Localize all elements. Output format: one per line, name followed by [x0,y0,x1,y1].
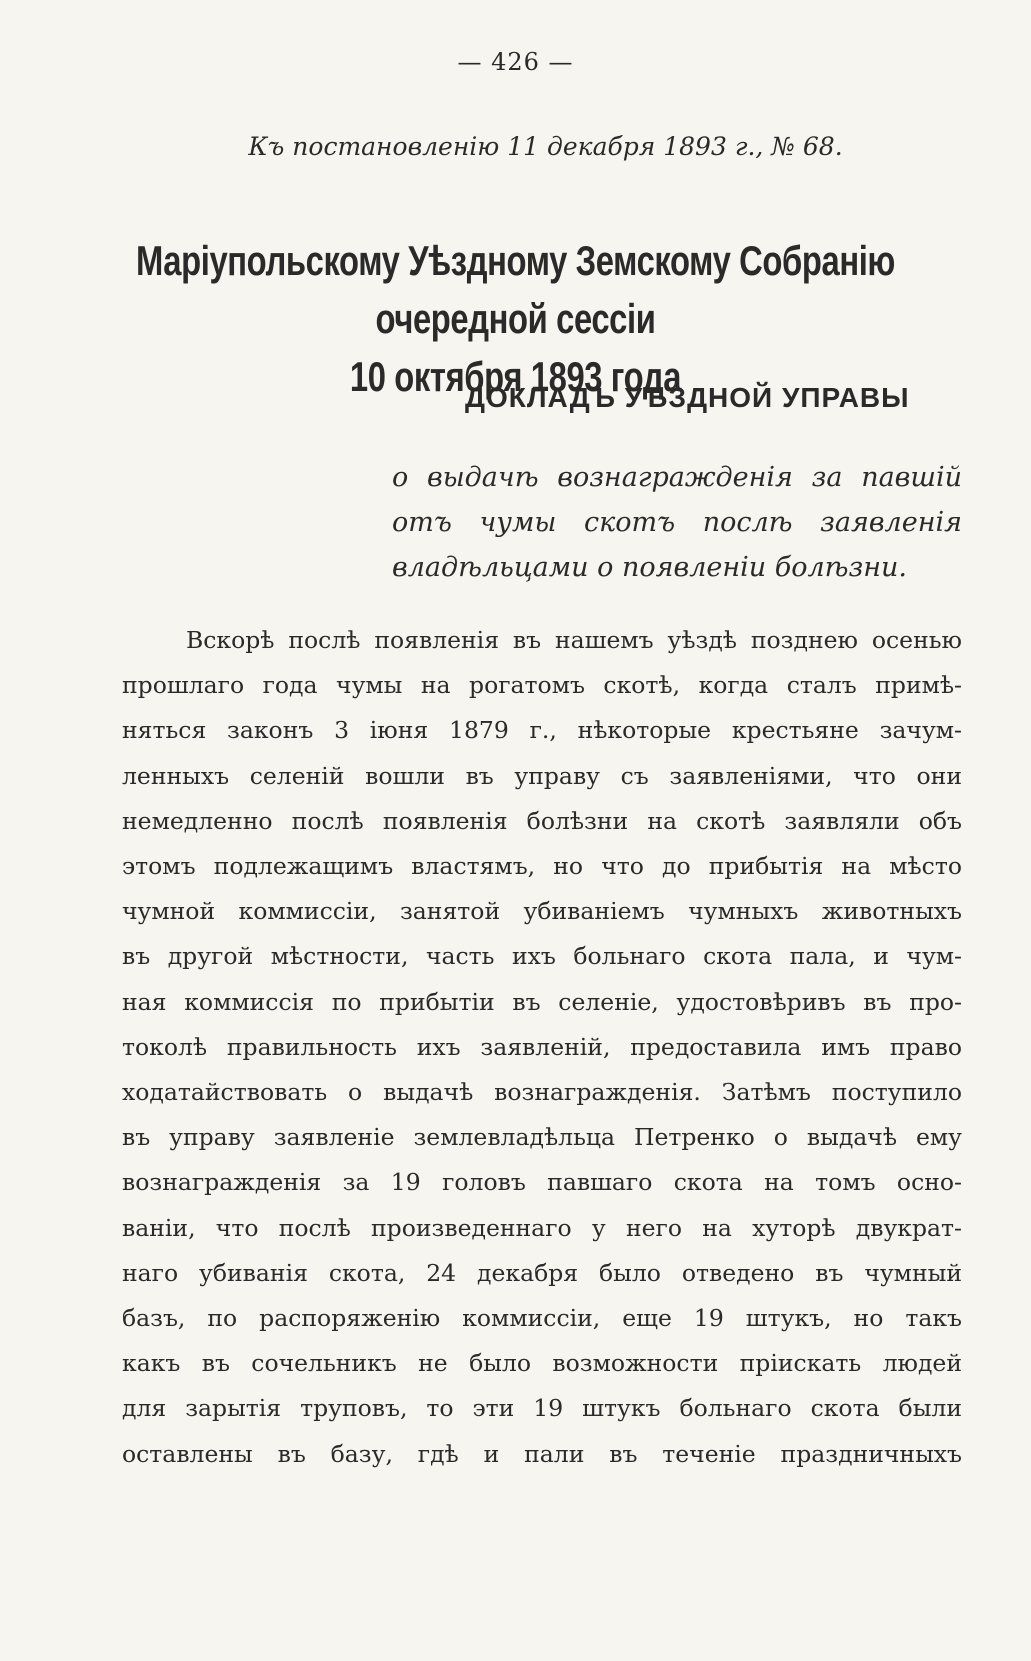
body-line: Вскорѣ послѣ появленія въ нашемъ уѣздѣ позднею осенью [186,626,962,654]
body-line: ленныхъ селеній вошли въ управу съ заявленіями, что они [122,761,962,790]
page-number: — 426 — [457,48,574,76]
title-line-1: Маріупольскому Уѣздному Земскому Собранію очередной сессіи [135,237,896,342]
body-line: ная коммиссія по прибытіи въ селеніе, удостовѣривъ въ про- [122,987,962,1016]
body-line: базъ, по распоряженію коммиссіи, еще 19 штукъ, но такъ [122,1304,962,1333]
title-line-2: 10 октября 1893 года [349,353,682,400]
body-line: немедленно послѣ появленія болѣзни на скотѣ заявляли объ [122,806,962,835]
resolution-reference: Къ постановленію 11 декабря 1893 г., № 68. [248,132,843,161]
body-line: какъ въ сочельникъ не было возможности пріискать людей [122,1349,962,1378]
body-line: въ другой мѣстности, часть ихъ больнаго скота пала, и чум- [122,942,962,971]
body-line: оставлены въ базу, гдѣ и пали въ теченіе праздничныхъ [122,1439,962,1468]
body-text [122,618,962,1477]
body-line: для зарытія труповъ, то эти 19 штукъ больнаго скота были [122,1394,962,1423]
body-line: въ управу заявленіе землевладѣльца Петренко о выдачѣ ему [122,1123,962,1152]
body-line: этомъ подлежащимъ властямъ, но что до прибытія на мѣсто [122,852,962,881]
body-line: ваніи, что послѣ произведеннаго у него на хуторѣ двукрат- [122,1213,962,1242]
body-line: чумной коммиссіи, занятой убиваніемъ чумныхъ животныхъ [122,897,962,926]
body-line: наго убиванія скота, 24 декабря было отведено въ чумный [122,1258,962,1287]
body-line: прошлаго года чумы на рогатомъ скотѣ, когда сталъ примѣ- [122,671,962,700]
document-title [113,232,917,406]
body-line: вознагражденія за 19 головъ павшаго скота на томъ осно- [122,1168,962,1197]
report-heading: ДОКЛАДЪ УѢЗДНОЙ УПРАВЫ [465,382,910,413]
body-line: няться законъ 3 іюня 1879 г., нѣкоторые крестьяне зачум- [122,716,962,745]
body-line: токолѣ правильность ихъ заявленій, предоставила имъ право [122,1032,962,1061]
body-line: ходатайствовать о выдачѣ вознагражденія. Затѣмъ поступило [122,1078,962,1107]
report-subject: о выдачѣ вознагражденія за павшій отъ чумы скотъ послѣ заявленія владѣльцами о появленіи болѣзни. [392,462,962,583]
